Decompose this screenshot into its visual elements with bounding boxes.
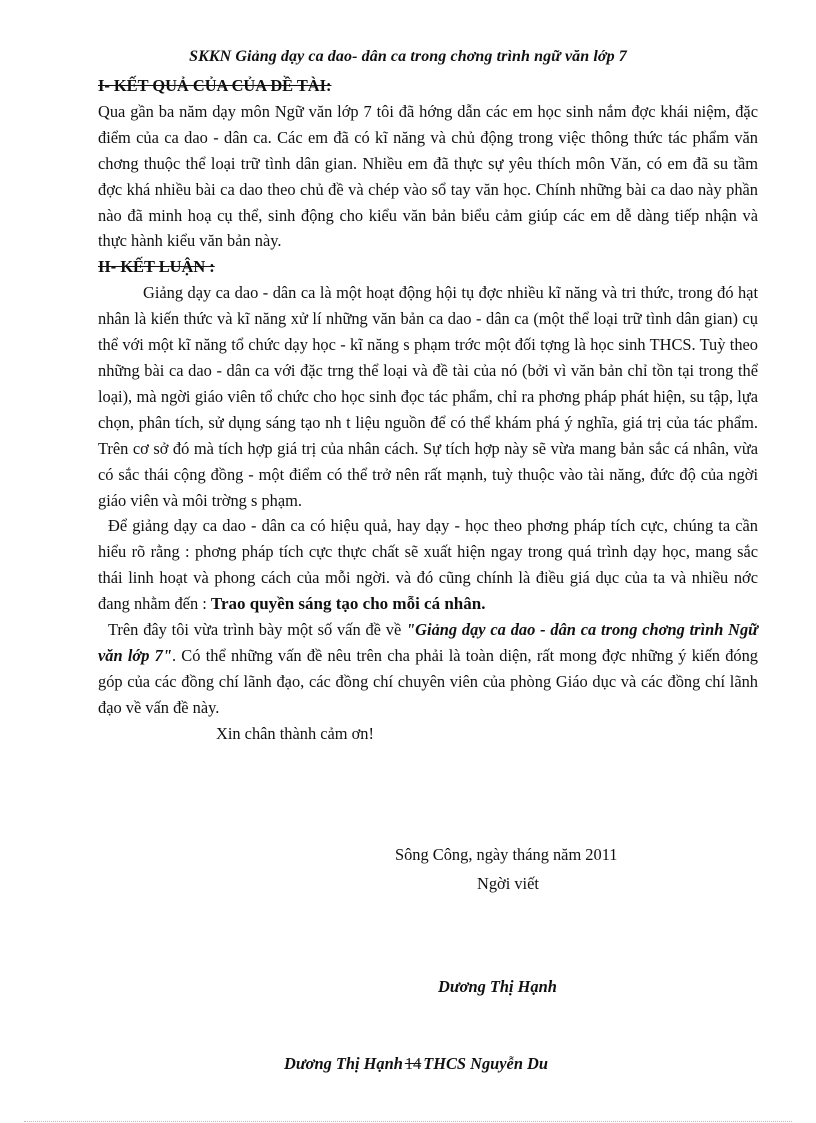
page-bottom-divider — [24, 1121, 792, 1122]
emphasis-statement: Trao quyền sáng tạo cho mỗi cá nhân. — [210, 594, 486, 614]
thanks-line: Xin chân thành cảm ơn! — [216, 723, 374, 743]
footer-school: THCS Nguyễn Du — [423, 1054, 548, 1073]
conclusion-paragraph-3 — [98, 617, 758, 721]
footer-author: Dương Thị Hạnh — [284, 1054, 403, 1073]
page-footer — [0, 1054, 816, 1074]
author-label: Ngời viết — [477, 874, 539, 893]
place-date: Sông Công, ngày tháng năm 2011 — [395, 845, 618, 864]
section-heading-results: I- KẾT QUẢ CỦA CỦA ĐỀ TÀI: — [98, 76, 332, 95]
conclusion-paragraph-2 — [98, 513, 758, 617]
conclusion-paragraph-3-lead: Trên đây tôi vừa trình bày một số vấn đề về — [108, 620, 407, 640]
document-body — [98, 73, 758, 747]
conclusion-paragraph-1: Giảng dạy ca dao - dân ca là một hoạt động hội tụ đợc nhiều kĩ năng và tri thức, trong đó hạt nhân là kiến thức và kĩ năng xử lí những văn bản ca dao - dân ca (một thể loại trữ tình dân gian) cụ thể với một kĩ năng tổ chức dạy học - kĩ năng s phạm trớc một đối tợng là học sinh THCS. Tuỳ theo những bài ca dao - dân ca với đặc trng thể loại và đề tài của nó (bởi vì văn bản chỉ tồn tại trong thể loại), mà ngời giáo viên tổ chức cho học sinh đọc tác phẩm, chỉ ra phơng pháp phát hiện, su tập, lựa chọn, phân tích, sử dụng sáng tạo nh t liệu nguồn để có thể khám phá ý nghĩa, giá trị của tác phẩm. Trên cơ sở đó mà tích hợp giá trị của nhân cách. Sự tích hợp này sẽ vừa mang bản sắc cá nhân, vừa có sắc thái cộng đồng - một điểm có thể trở nên rất mạnh, tuỳ thuộc vào tài năng, đức độ của ngời giáo viên và môi trờng s phạm. — [98, 283, 758, 510]
page-number: 14 — [404, 1054, 422, 1073]
conclusion-paragraph-3-rest: . Có thể những vấn đề nêu trên cha phải là toàn diện, rất mong đợc những ý kiến đóng góp của các đồng chí lãnh đạo, các đồng chí chuyên viên của phòng Giáo dục và các đồng chí lãnh đạo về vấn đề này. — [98, 645, 758, 717]
page-header: SKKN Giảng dạy ca dao- dân ca trong chơng trình ngữ văn lớp 7 — [189, 48, 627, 65]
section-heading-conclusion: II- KẾT LUẬN : — [98, 257, 215, 277]
results-paragraph: Qua gần ba năm dạy môn Ngữ văn lớp 7 tôi đã hớng dẫn các em học sinh nắm đợc khái niệm, đặc điểm của ca dao - dân ca. Các em đã có kĩ năng và chủ động trong việc thông thức tác phẩm văn chơng thuộc thể loại trữ tình dân gian. Nhiều em đã thực sự yêu thích môn Văn, có em đã su tầm đợc khá nhiều bài ca dao theo chủ đề và chép vào sổ tay văn học. Chính những bài ca dao này phần nào đã minh hoạ cụ thể, sinh động cho kiểu văn bản biểu cảm giúp các em dễ dàng tiếp nhận và thực hành kiểu văn bản này. — [98, 101, 758, 251]
report-title-quote: "Giảng dạy ca dao - dân ca trong chơng trình Ngữ văn lớp 7" — [98, 620, 758, 665]
author-signature: Dương Thị Hạnh — [438, 977, 557, 996]
conclusion-paragraph-2-text: Để giảng dạy ca dao - dân ca có hiệu quả, hay dạy - học theo phơng pháp tích cực, chúng ta cần hiểu rõ rằng : phơng pháp tích cực thực chất sẽ xuất hiện ngay trong quá trình dạy học, mang sắc thái linh hoạt và phong cách của mỗi ngời. và đó cũng chính là điều giá dục của ta và nhiều nớc đang nhằm đến : — [98, 516, 758, 614]
